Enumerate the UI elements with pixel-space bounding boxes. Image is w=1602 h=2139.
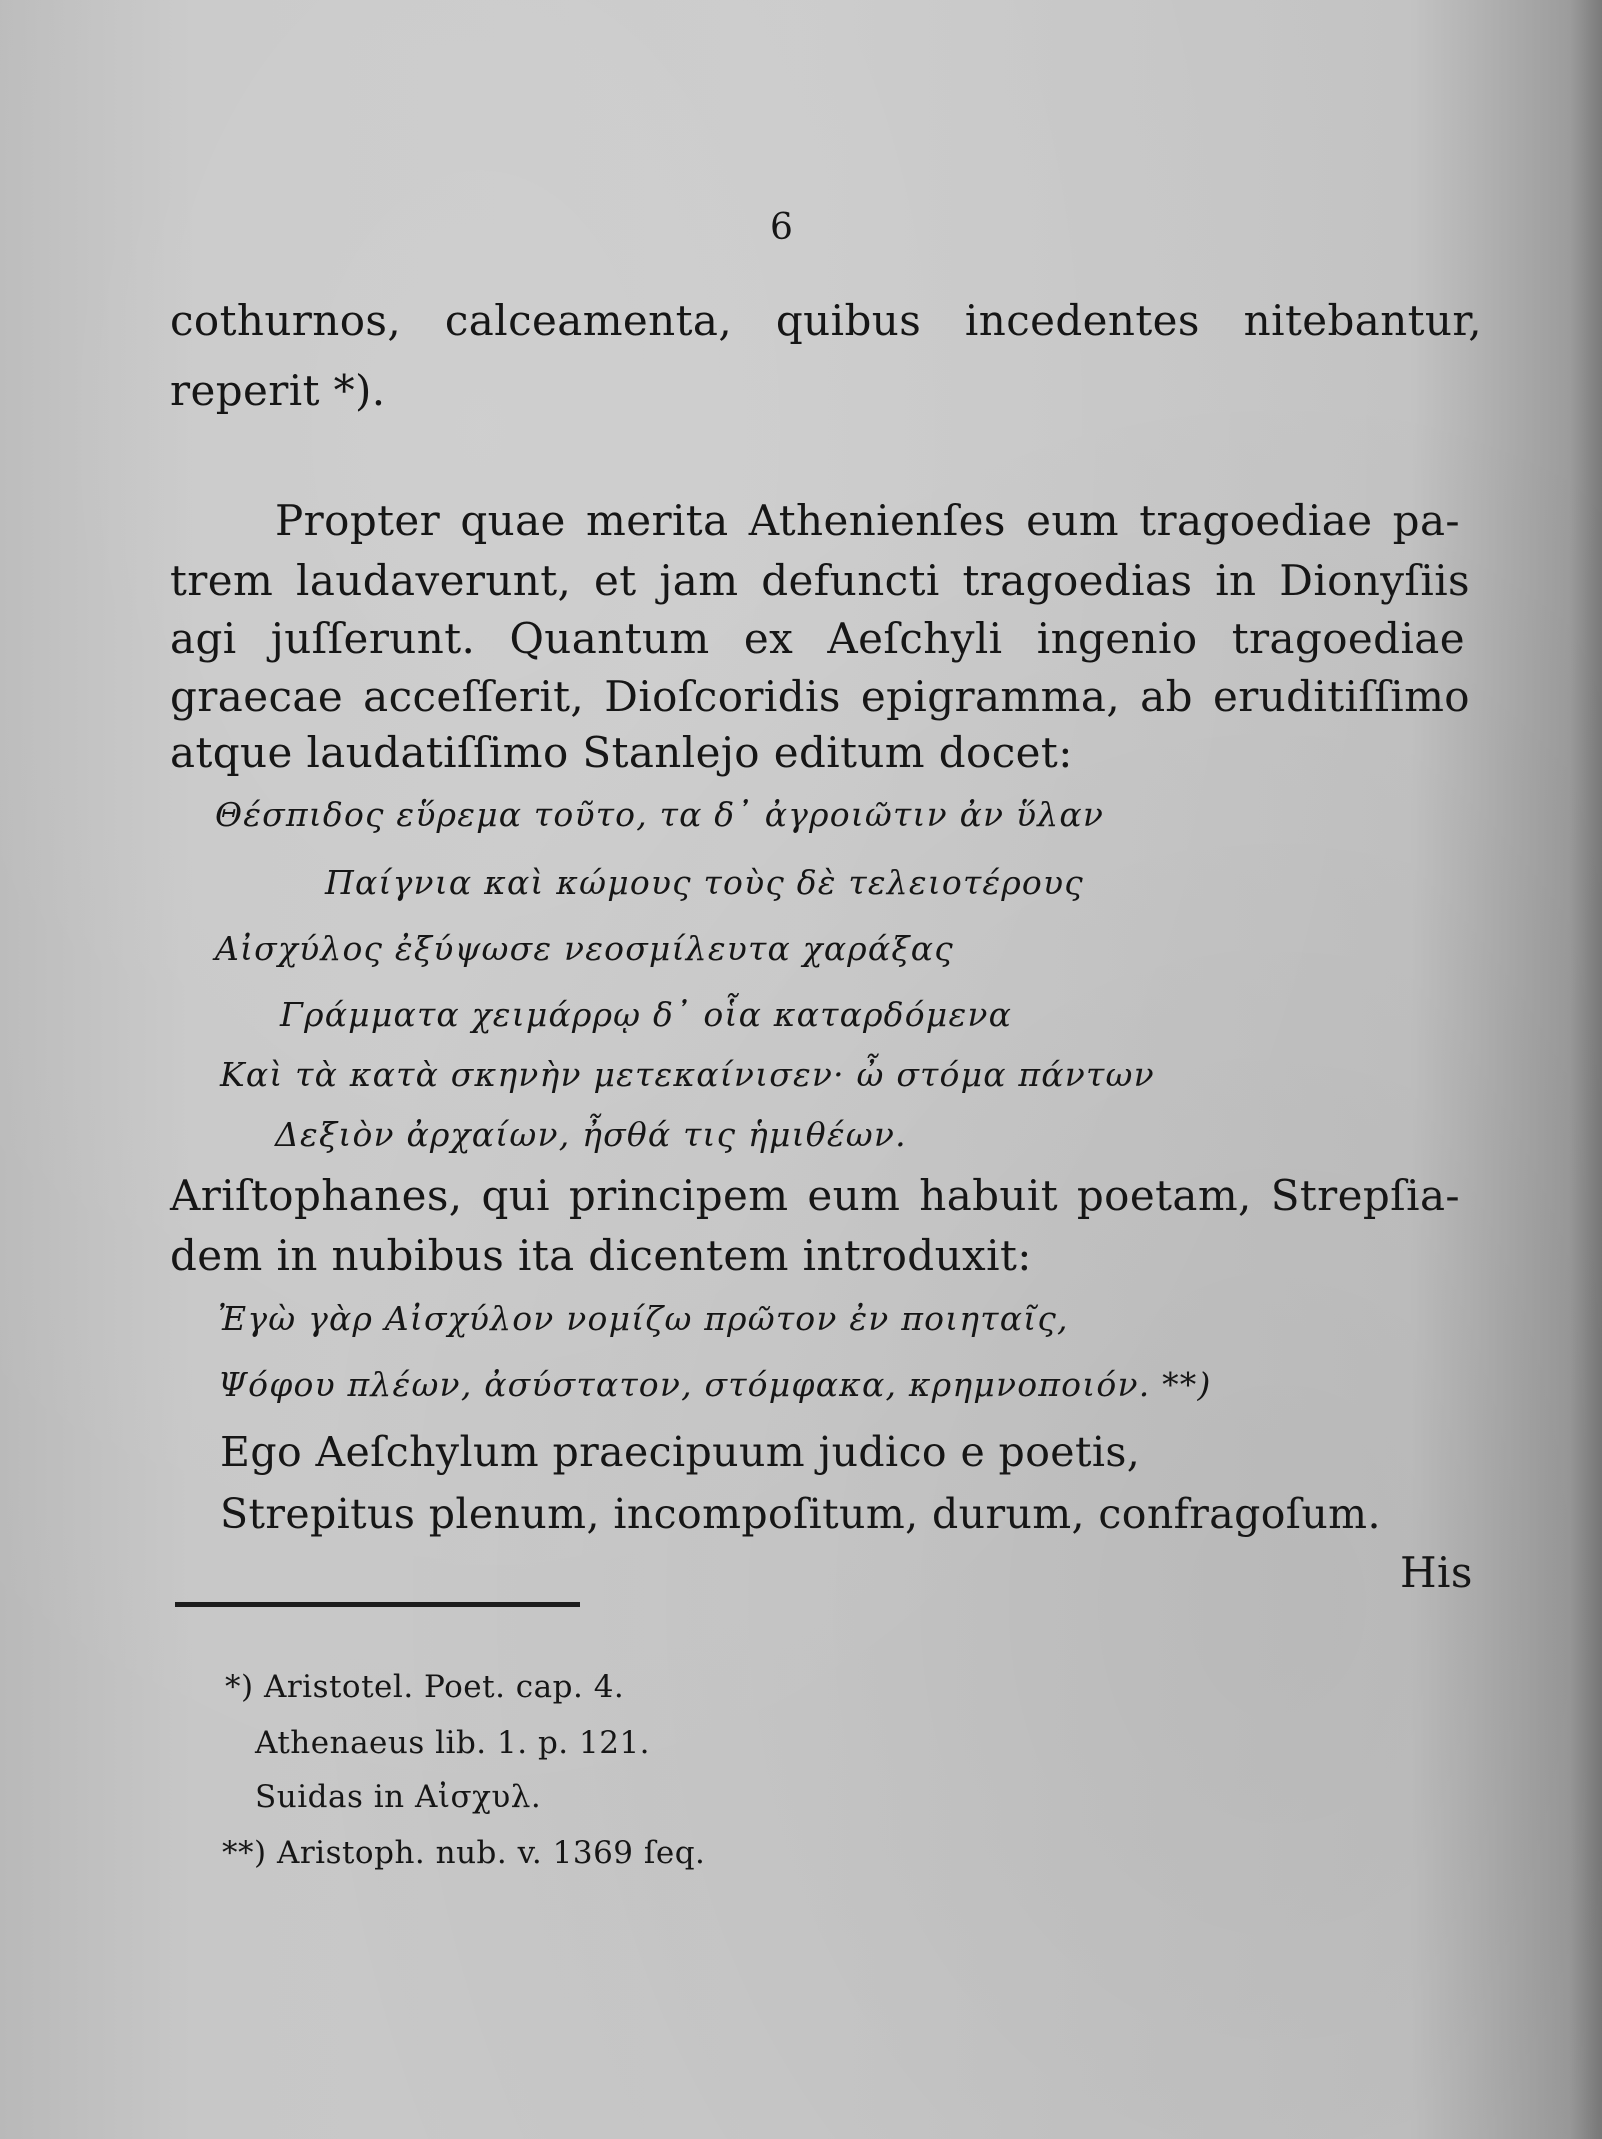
catchword: His <box>1400 1548 1473 1597</box>
text-line: graecae acceſſerit, Dioſcoridis epigramma, ab eruditiſſimo <box>170 672 1470 721</box>
text-line: trem laudaverunt, et jam defuncti tragoedias in Dionyſiis <box>170 556 1470 605</box>
epigram-line: Αἰσχύλος ἐξύψωσε νεοσμίλευτα χαράξας <box>215 929 954 968</box>
text-line: agi juſſerunt. Quantum ex Aeſchyli ingenio tragoediae <box>170 614 1465 663</box>
footnote-line: Athenaeus lib. 1. p. 121. <box>255 1725 651 1761</box>
footnote-line: Suidas in Αἰσχυλ. <box>255 1779 542 1815</box>
text-line: cothurnos, calceamenta, quibus incedentes nitebantur, <box>170 296 1482 345</box>
text-line: Propter quae merita Athenienſes eum tragoediae pa- <box>275 496 1460 545</box>
epigram-line: Θέσπιδος εὕρεμα τοῦτο, τα δ᾽ ἀγροιῶτιν ἀν ὕλαν <box>215 795 1105 834</box>
quote-greek-line: Ψόφου πλέων, ἀσύστατον, στόμφακα, κρημνοποιόν. **) <box>218 1365 1212 1404</box>
epigram-line: Γράμματα χειμάρρῳ δ᾽ οἷα καταρδόμενα <box>280 995 1013 1034</box>
page-number: 6 <box>770 207 793 248</box>
text-line: dem in nubibus ita dicentem introduxit: <box>170 1231 1032 1280</box>
epigram-line: Δεξιὸν ἀρχαίων, ἦσθά τις ἡμιθέων. <box>275 1115 907 1154</box>
footnote-rule <box>175 1602 580 1607</box>
text-line: atque laudatiſſimo Stanlejo editum docet: <box>170 728 1073 777</box>
footnote-line: **) Aristoph. nub. v. 1369 ſeq. <box>222 1835 706 1871</box>
epigram-line: Παίγνια καὶ κώμους τοὺς δὲ τελειοτέρους <box>325 863 1084 902</box>
quote-latin-line: Strepitus plenum, incompoſitum, durum, confragoſum. <box>220 1490 1381 1538</box>
quote-greek-line: Ἐγὼ γὰρ Αἰσχύλον νομίζω πρῶτον ἐν ποιηταῖς, <box>218 1299 1069 1338</box>
footnote-line: *) Aristotel. Poet. cap. 4. <box>225 1669 625 1705</box>
text-line: reperit *). <box>170 366 386 415</box>
quote-latin-line: Ego Aeſchylum praecipuum judico e poetis, <box>220 1428 1141 1476</box>
text-line: Ariſtophanes, qui principem eum habuit poetam, Strepſia- <box>170 1171 1460 1220</box>
epigram-line: Καὶ τὰ κατὰ σκηνὴν μετεκαίνισεν· ὦ στόμα πάντων <box>220 1055 1155 1094</box>
